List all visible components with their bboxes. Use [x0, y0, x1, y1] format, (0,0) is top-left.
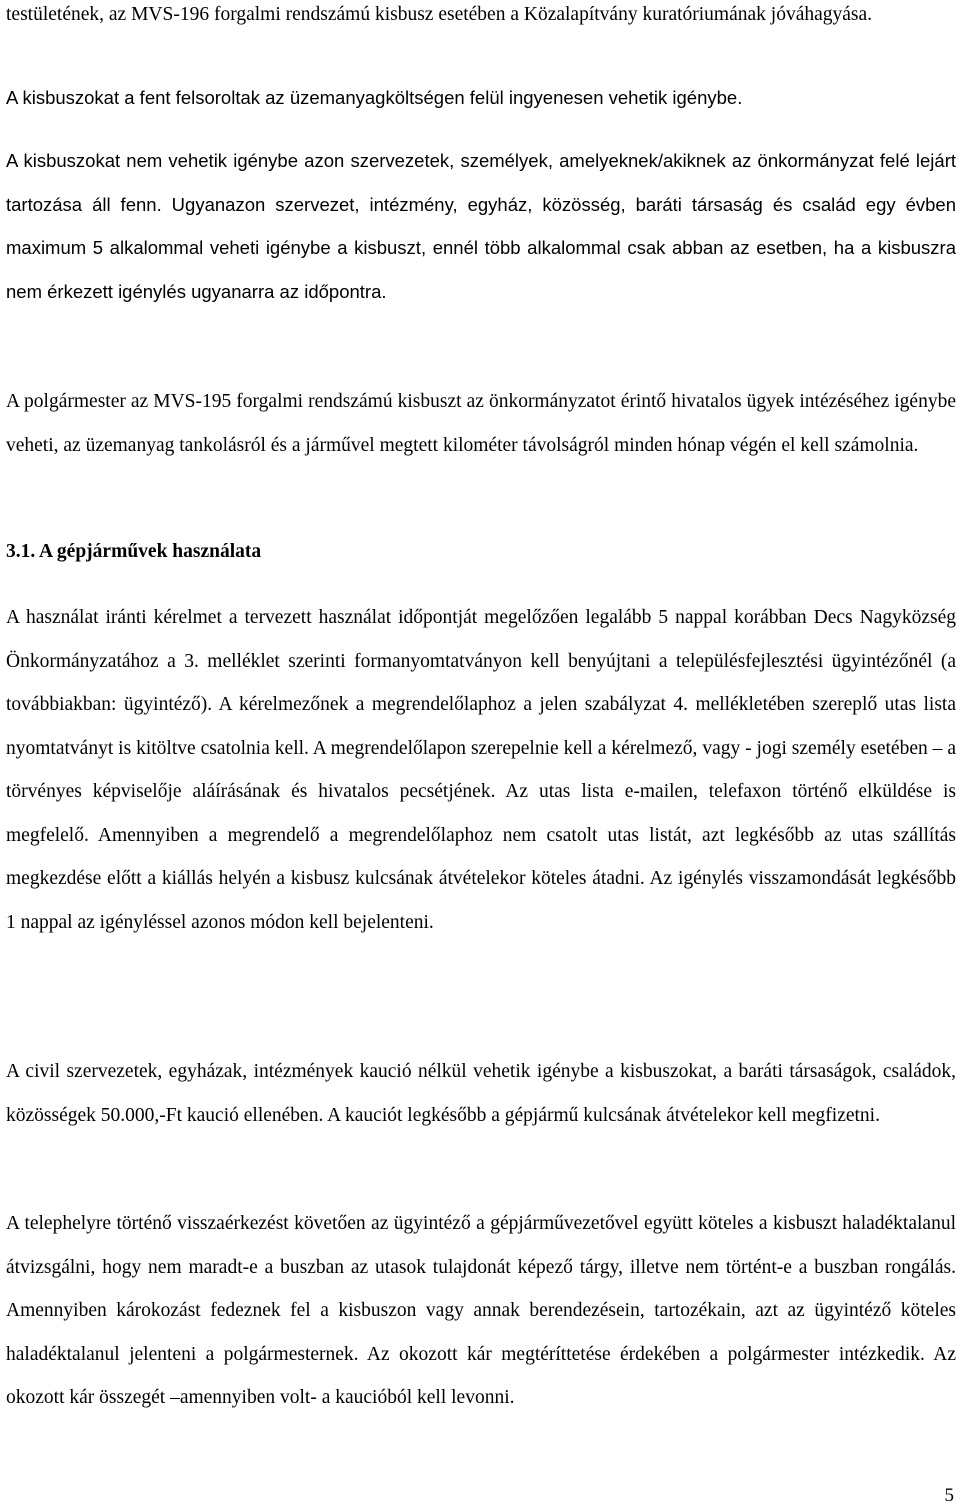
page-number: 5	[944, 1485, 954, 1506]
paragraph-usage-request: A használat iránti kérelmet a tervezett használat időpontját megelőzően legalább 5 nappal korábban Decs Nagyközség Önkormányzatához a 3. melléklet szerinti formanyomtatványon kell benyújtani a településfejlesztési ügyintézőnél (a továbbiakban: ügyintéző). A kérelmezőnek a megrendelőlaphoz a jelen szabályzat 4. mellékletében szereplő utas lista nyomtatványt is kitöltve csatolnia kell. A megrendelőlapon szerepelnie kell a kérelmező, vagy - jogi személy esetében – a törvényes képviselője aláírásának és hivatalos pecsétjének. Az utas lista e-mailen, telefaxon történő elküldése is megfelelő. Amennyiben a megrendelő a megrendelőlaphoz nem csatolt utas listát, azt legkésőbb az utas szállítás megkezdése előtt a kiállás helyén a kisbusz kulcsának átvételekor köteles átadni. Az igénylés visszamondását legkésőbb 1 nappal az igényléssel azonos módon kell bejelenteni.	[6, 607, 956, 933]
paragraph-mayor-use: A polgármester az MVS-195 forgalmi rendszámú kisbuszt az önkormányzatot érintő hivatalos ügyek intézéséhez igénybe veheti, az üzemanyag tankolásról és a járművel megtett kilométer távolságról minden hónap végén el kell számolnia.	[6, 391, 956, 456]
paragraph-board-approval: testületének, az MVS-196 forgalmi rendszámú kisbusz esetében a Közalapítvány kuratóriumának jóváhagyása.	[6, 4, 873, 25]
paragraph-deposit: A civil szervezetek, egyházak, intézmények kaució nélkül vehetik igénybe a kisbuszokat, a baráti társaságok, családok, közösségek 50.000,-Ft kaució ellenében. A kauciót legkésőbb a gépjármű kulcsának átvételekor kell megfizetni.	[6, 1061, 956, 1126]
section-heading: 3.1. A gépjárművek használata	[6, 541, 262, 562]
paragraph-free-use: A kisbuszokat a fent felsoroltak az üzemanyagköltségen felül ingyenesen vehetik igénybe.	[6, 87, 743, 108]
paragraph-restrictions: A kisbuszokat nem vehetik igénybe azon szervezetek, személyek, amelyeknek/akiknek az önkormányzat felé lejárt tartozása áll fenn. Ugyanazon szervezet, intézmény, egyház, közösség, baráti társaság és család egy évben maximum 5 alkalommal veheti igénybe a kisbuszt, ennél több alkalommal csak abban az esetben, ha a kisbuszra nem érkezett igénylés ugyanarra az időpontra.	[6, 150, 956, 302]
paragraph-return-inspection: A telephelyre történő visszaérkezést követően az ügyintéző a gépjárművezetővel együtt köteles a kisbuszt haladéktalanul átvizsgálni, hogy nem maradt-e a buszban az utasok tulajdonát képező tárgy, illetve nem történt-e a buszban rongálás. Amennyiben károkozást fedeznek fel a kisbuszon vagy annak berendezésein, tartozékain, azt az ügyintéző köteles haladéktalanul jelenteni a polgármesternek. Az okozott kár megtéríttetése érdekében a polgármester intézkedik. Az okozott kár összegét –amennyiben volt- a kaucióból kell levonni.	[6, 1213, 956, 1408]
